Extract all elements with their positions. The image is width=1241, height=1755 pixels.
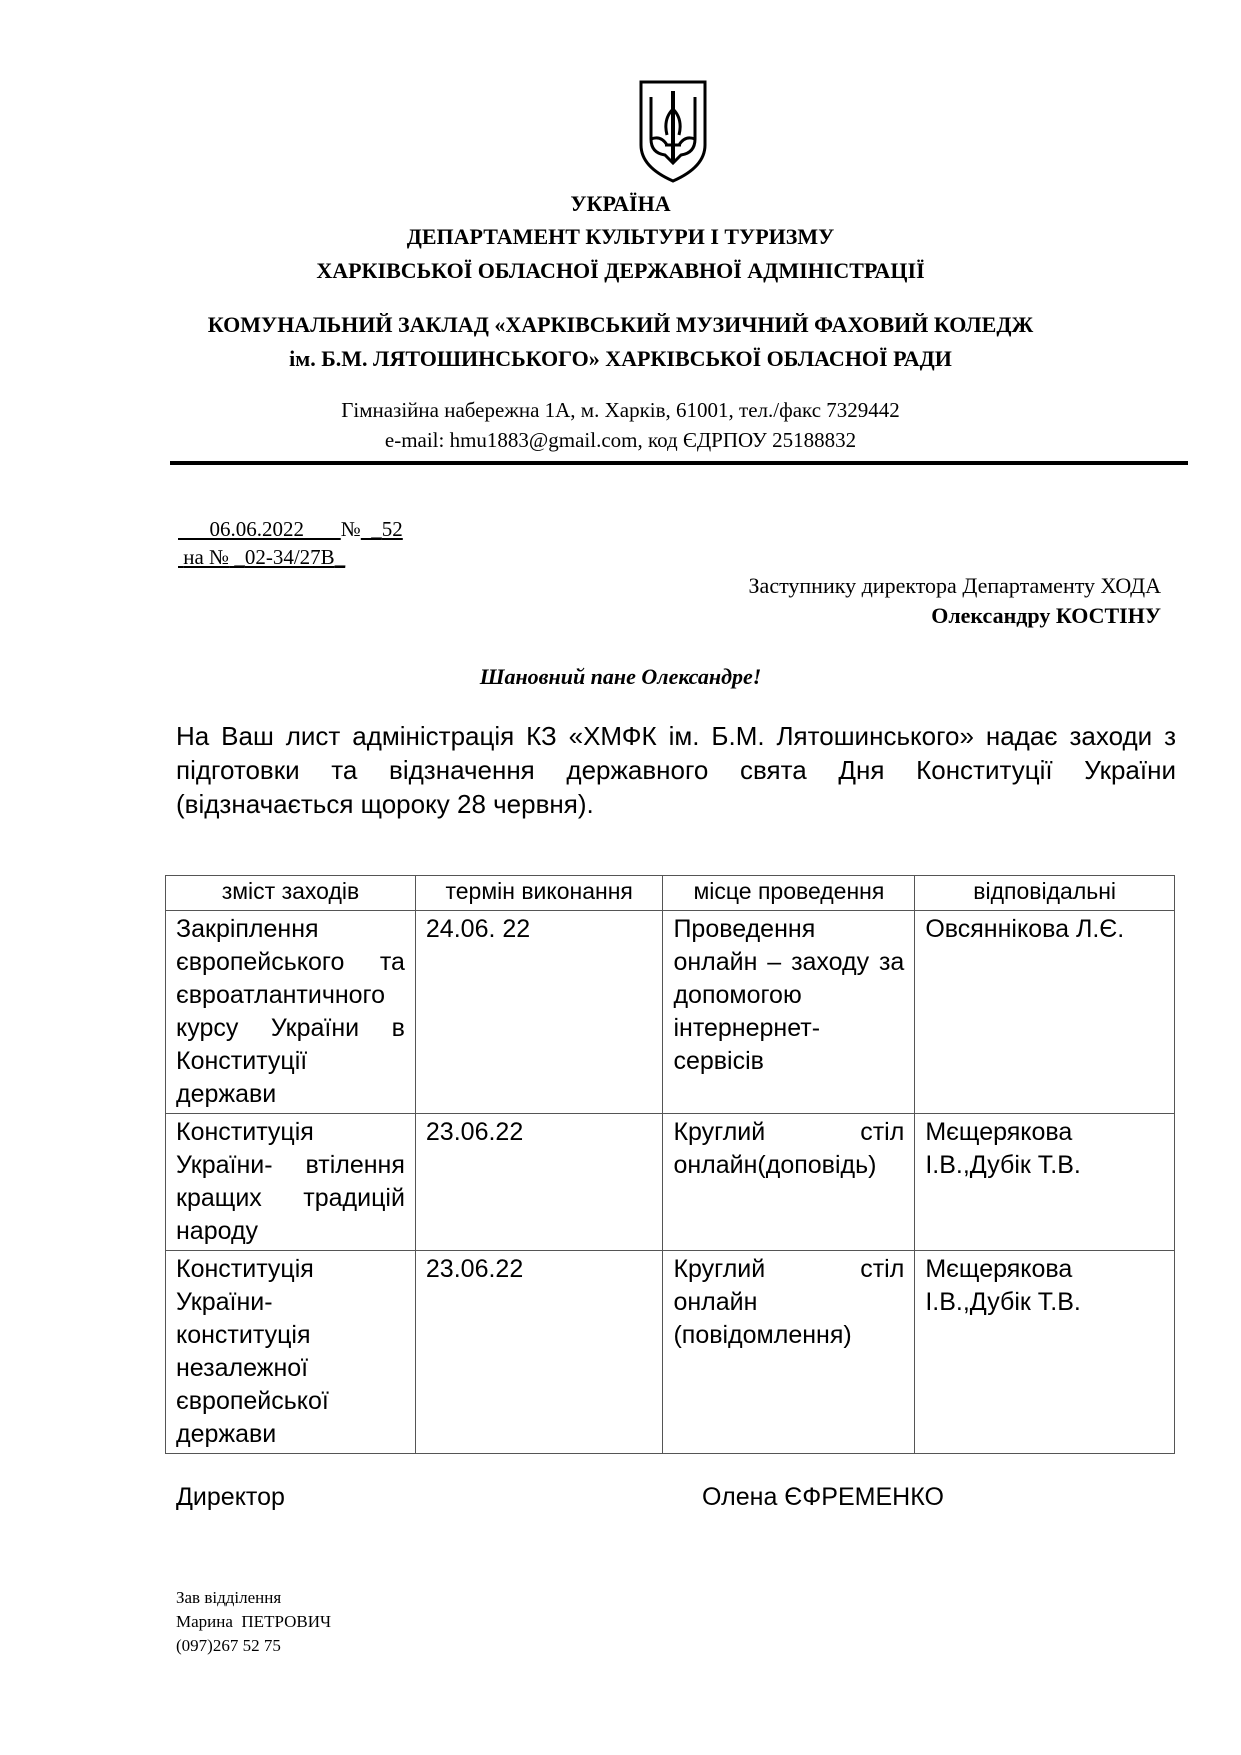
event-place: Круглий стіл онлайн (повідомлення) <box>663 1251 915 1454</box>
table-row <box>166 1251 1175 1454</box>
letter-number: 52 <box>381 517 403 541</box>
event-date: 23.06.22 <box>415 1114 663 1251</box>
address-line-2: e-mail: hmu1883@gmail.com, код ЄДРПОУ 25188832 <box>384 428 857 452</box>
event-responsible: Мєщерякова І.В.,Дубік Т.В. <box>915 1251 1175 1454</box>
events-table <box>165 875 1175 1454</box>
event-content: Конституція України- втілення кращих традицій народу <box>166 1114 416 1251</box>
signature-name: Олена ЄФРЕМЕНКО <box>702 1483 944 1511</box>
department-line-2: ХАРКІВСЬКОЇ ОБЛАСНОЇ ДЕРЖАВНОЇ АДМІНІСТРАЦІЇ <box>316 258 925 283</box>
table-header-row <box>166 876 1175 911</box>
letterhead-divider <box>170 461 1188 465</box>
column-header-content: зміст заходів <box>166 876 416 911</box>
event-place: Проведення онлайн – заходу за допомогою інтернернет-сервісів <box>663 911 915 1114</box>
event-date: 23.06.22 <box>415 1251 663 1454</box>
executor-phone: (097)267 52 75 <box>176 1636 281 1655</box>
table-row <box>166 911 1175 1114</box>
column-header-place: місце проведення <box>663 876 915 911</box>
event-place: Круглий стіл онлайн(доповідь) <box>663 1114 915 1251</box>
incoming-reference: на № _02-34/27В_ <box>183 545 346 569</box>
in-reply-number: 02-34/27В <box>244 545 335 569</box>
institution-line-1: КОМУНАЛЬНИЙ ЗАКЛАД «ХАРКІВСЬКИЙ МУЗИЧНИЙ ФАХОВИЙ КОЛЕДЖ <box>207 312 1034 337</box>
coat-of-arms-icon <box>637 79 709 183</box>
number-label: № <box>340 517 361 541</box>
address-line-1: Гімназійна набережна 1А, м. Харків, 61001, тел./факс 7329442 <box>341 398 900 422</box>
signature-title: Директор <box>176 1483 285 1511</box>
letter-body: На Ваш лист адміністрація КЗ «ХМФК ім. Б.М. Лятошинського» надає заходи з підготовки та відзначення державного свята Дня Конституції України (відзначається щороку 28 червня). <box>176 721 1176 819</box>
addressee-name: Олександру КОСТІНУ <box>931 603 1161 628</box>
event-date: 24.06. 22 <box>415 911 663 1114</box>
department-line-1: ДЕПАРТАМЕНТ КУЛЬТУРИ І ТУРИЗМУ <box>406 224 835 249</box>
column-header-responsible: відповідальні <box>915 876 1175 911</box>
event-responsible: Овсяннікова Л.Є. <box>915 911 1175 1114</box>
event-content: Закріплення європейського та євроатлантичного курсу України в Конституції держави <box>166 911 416 1114</box>
event-responsible: Мєщерякова І.В.,Дубік Т.В. <box>915 1114 1175 1251</box>
addressee-position: Заступнику директора Департаменту ХОДА <box>748 573 1161 598</box>
outgoing-reference: 06.06.2022 № _52 <box>209 517 403 541</box>
executor-block <box>176 1586 331 1658</box>
executor-position: Зав відділення <box>176 1588 282 1607</box>
in-reply-label: на № <box>183 545 230 569</box>
executor-name: Марина ПЕТРОВИЧ <box>176 1612 332 1631</box>
letter-date: 06.06.2022 <box>209 517 304 541</box>
salutation: Шановний пане Олександре! <box>479 664 762 689</box>
table-row <box>166 1114 1175 1251</box>
column-header-date: термін виконання <box>415 876 663 911</box>
institution-line-2: ім. Б.М. ЛЯТОШИНСЬКОГО» ХАРКІВСЬКОЇ ОБЛАСНОЇ РАДИ <box>289 346 952 371</box>
country-title: УКРАЇНА <box>570 191 671 216</box>
event-content: Конституція України-конституція незалежної європейської держави <box>166 1251 416 1454</box>
